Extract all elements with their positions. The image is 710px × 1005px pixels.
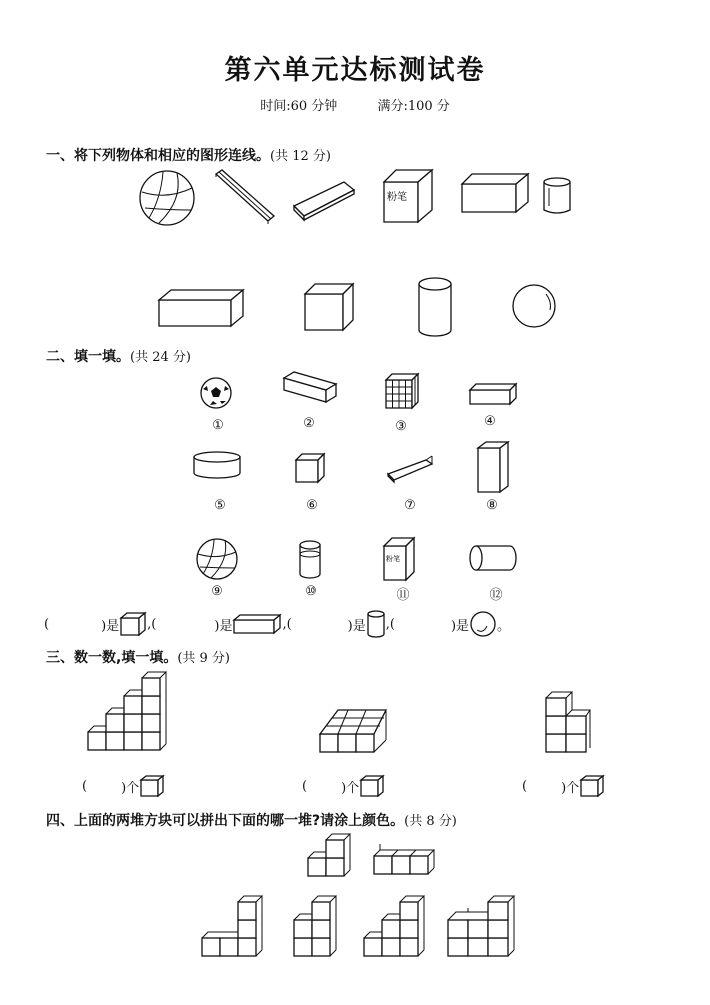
item-number-7: ⑦ [404,498,416,513]
section-4-heading [46,810,457,830]
paren-close: )是 [214,618,233,634]
section-2-heading [46,346,191,366]
item-number-2: ② [303,416,315,431]
cuboid-icon-small [232,613,282,635]
section-2-answer-row [44,610,510,638]
sphere-icon-small [469,610,497,638]
chalk-box-picture [382,168,438,224]
item-number-11: ⑪ [396,588,410,603]
glass-picture [298,540,322,580]
section-2-title: 二、填一填。 [46,349,130,365]
chalk-stick-picture [386,454,436,484]
item-number-8: ⑧ [486,498,498,513]
page-title: 第六单元达标测试卷 [224,55,486,86]
item-number-12: ⑫ [489,588,503,603]
soccer-ball-picture [200,377,232,409]
item-number-9: ⑨ [211,584,223,599]
sphere-shape [512,284,558,330]
unit-cube-icon [359,774,385,798]
flat-box-picture [468,382,518,406]
answer-pile-b[interactable] [292,894,340,958]
item-number-6: ⑥ [306,498,318,513]
cube-shape [303,282,355,332]
separator: , [147,616,152,632]
count-answer-3 [522,774,605,798]
top-pile-2 [372,842,438,876]
separator: , [282,616,287,632]
section-4-points: (共 8 分) [404,814,457,829]
round-tin-picture [192,451,242,481]
paren-close: )是 [101,618,120,634]
section-3-heading [46,647,230,667]
exam-info [0,95,710,114]
section-4-title: 四、上面的两堆方块可以拼出下面的哪一堆?请涂上颜色。 [46,813,405,829]
separator: 。 [497,618,511,634]
answer-pile-d[interactable] [446,894,516,958]
section-1-heading [46,145,331,165]
cylinder-shape [417,276,455,338]
small-cube-picture [294,452,326,484]
paren-open: ( [151,616,157,632]
tall-box-picture [476,440,510,494]
item-number-10: ⑩ [305,584,317,599]
grid-cube-picture [384,372,420,410]
section-2-points: (共 24 分) [130,350,191,365]
separator: , [385,616,390,632]
cylinder-icon-small [366,610,386,638]
paren-open: ( [82,778,88,794]
section-3-title: 三、数一数,填一填。 [46,650,178,666]
paren-open: ( [522,778,528,794]
chalk-box-label: 粉笔 [387,192,407,203]
section-1-title: 一、将下列物体和相应的图形连线。 [46,148,270,164]
answer-pile-a[interactable] [200,894,266,958]
chalk-box-picture-2 [382,536,416,582]
unit-cube-icon [579,774,605,798]
box-picture [460,172,530,214]
top-pile-1 [306,832,356,878]
cup-picture [542,176,574,216]
count-answer-2 [302,774,385,798]
section-3-points: (共 9 分) [177,651,231,666]
basketball-picture-2 [196,538,238,580]
cube-icon-small [119,611,147,637]
section-1-points: (共 12 分) [270,149,331,164]
paren-open: ( [389,616,395,632]
eraser-picture [292,176,358,222]
count-unit: )个 [561,780,580,796]
paren-close: )是 [450,618,470,634]
basketball-picture [139,170,199,230]
item-number-3: ③ [395,419,407,434]
score-label: 满分:100 分 [377,99,450,114]
item-number-5: ⑤ [214,498,226,513]
count-answer-1 [82,774,165,798]
item-number-4: ④ [484,414,496,429]
chalk-box-label-2: 粉笔 [386,555,400,563]
paren-close: )是 [347,618,366,634]
lying-cylinder-picture [468,544,518,572]
cuboid-shape [157,288,245,328]
answer-pile-c[interactable] [362,894,428,958]
count-unit: )个 [121,780,140,796]
paren-open: ( [44,616,50,632]
unit-cube-icon [139,774,165,798]
ruler-picture [214,168,276,224]
time-label: 时间:60 分钟 [260,99,338,114]
paren-open: ( [286,616,292,632]
item-number-1: ① [212,418,224,433]
count-unit: )个 [341,780,360,796]
cube-stack-3 [544,688,592,754]
eraser-picture-2 [282,370,338,404]
paren-open: ( [302,778,308,794]
cube-stack-2 [318,708,388,754]
cube-stack-1 [86,670,176,754]
